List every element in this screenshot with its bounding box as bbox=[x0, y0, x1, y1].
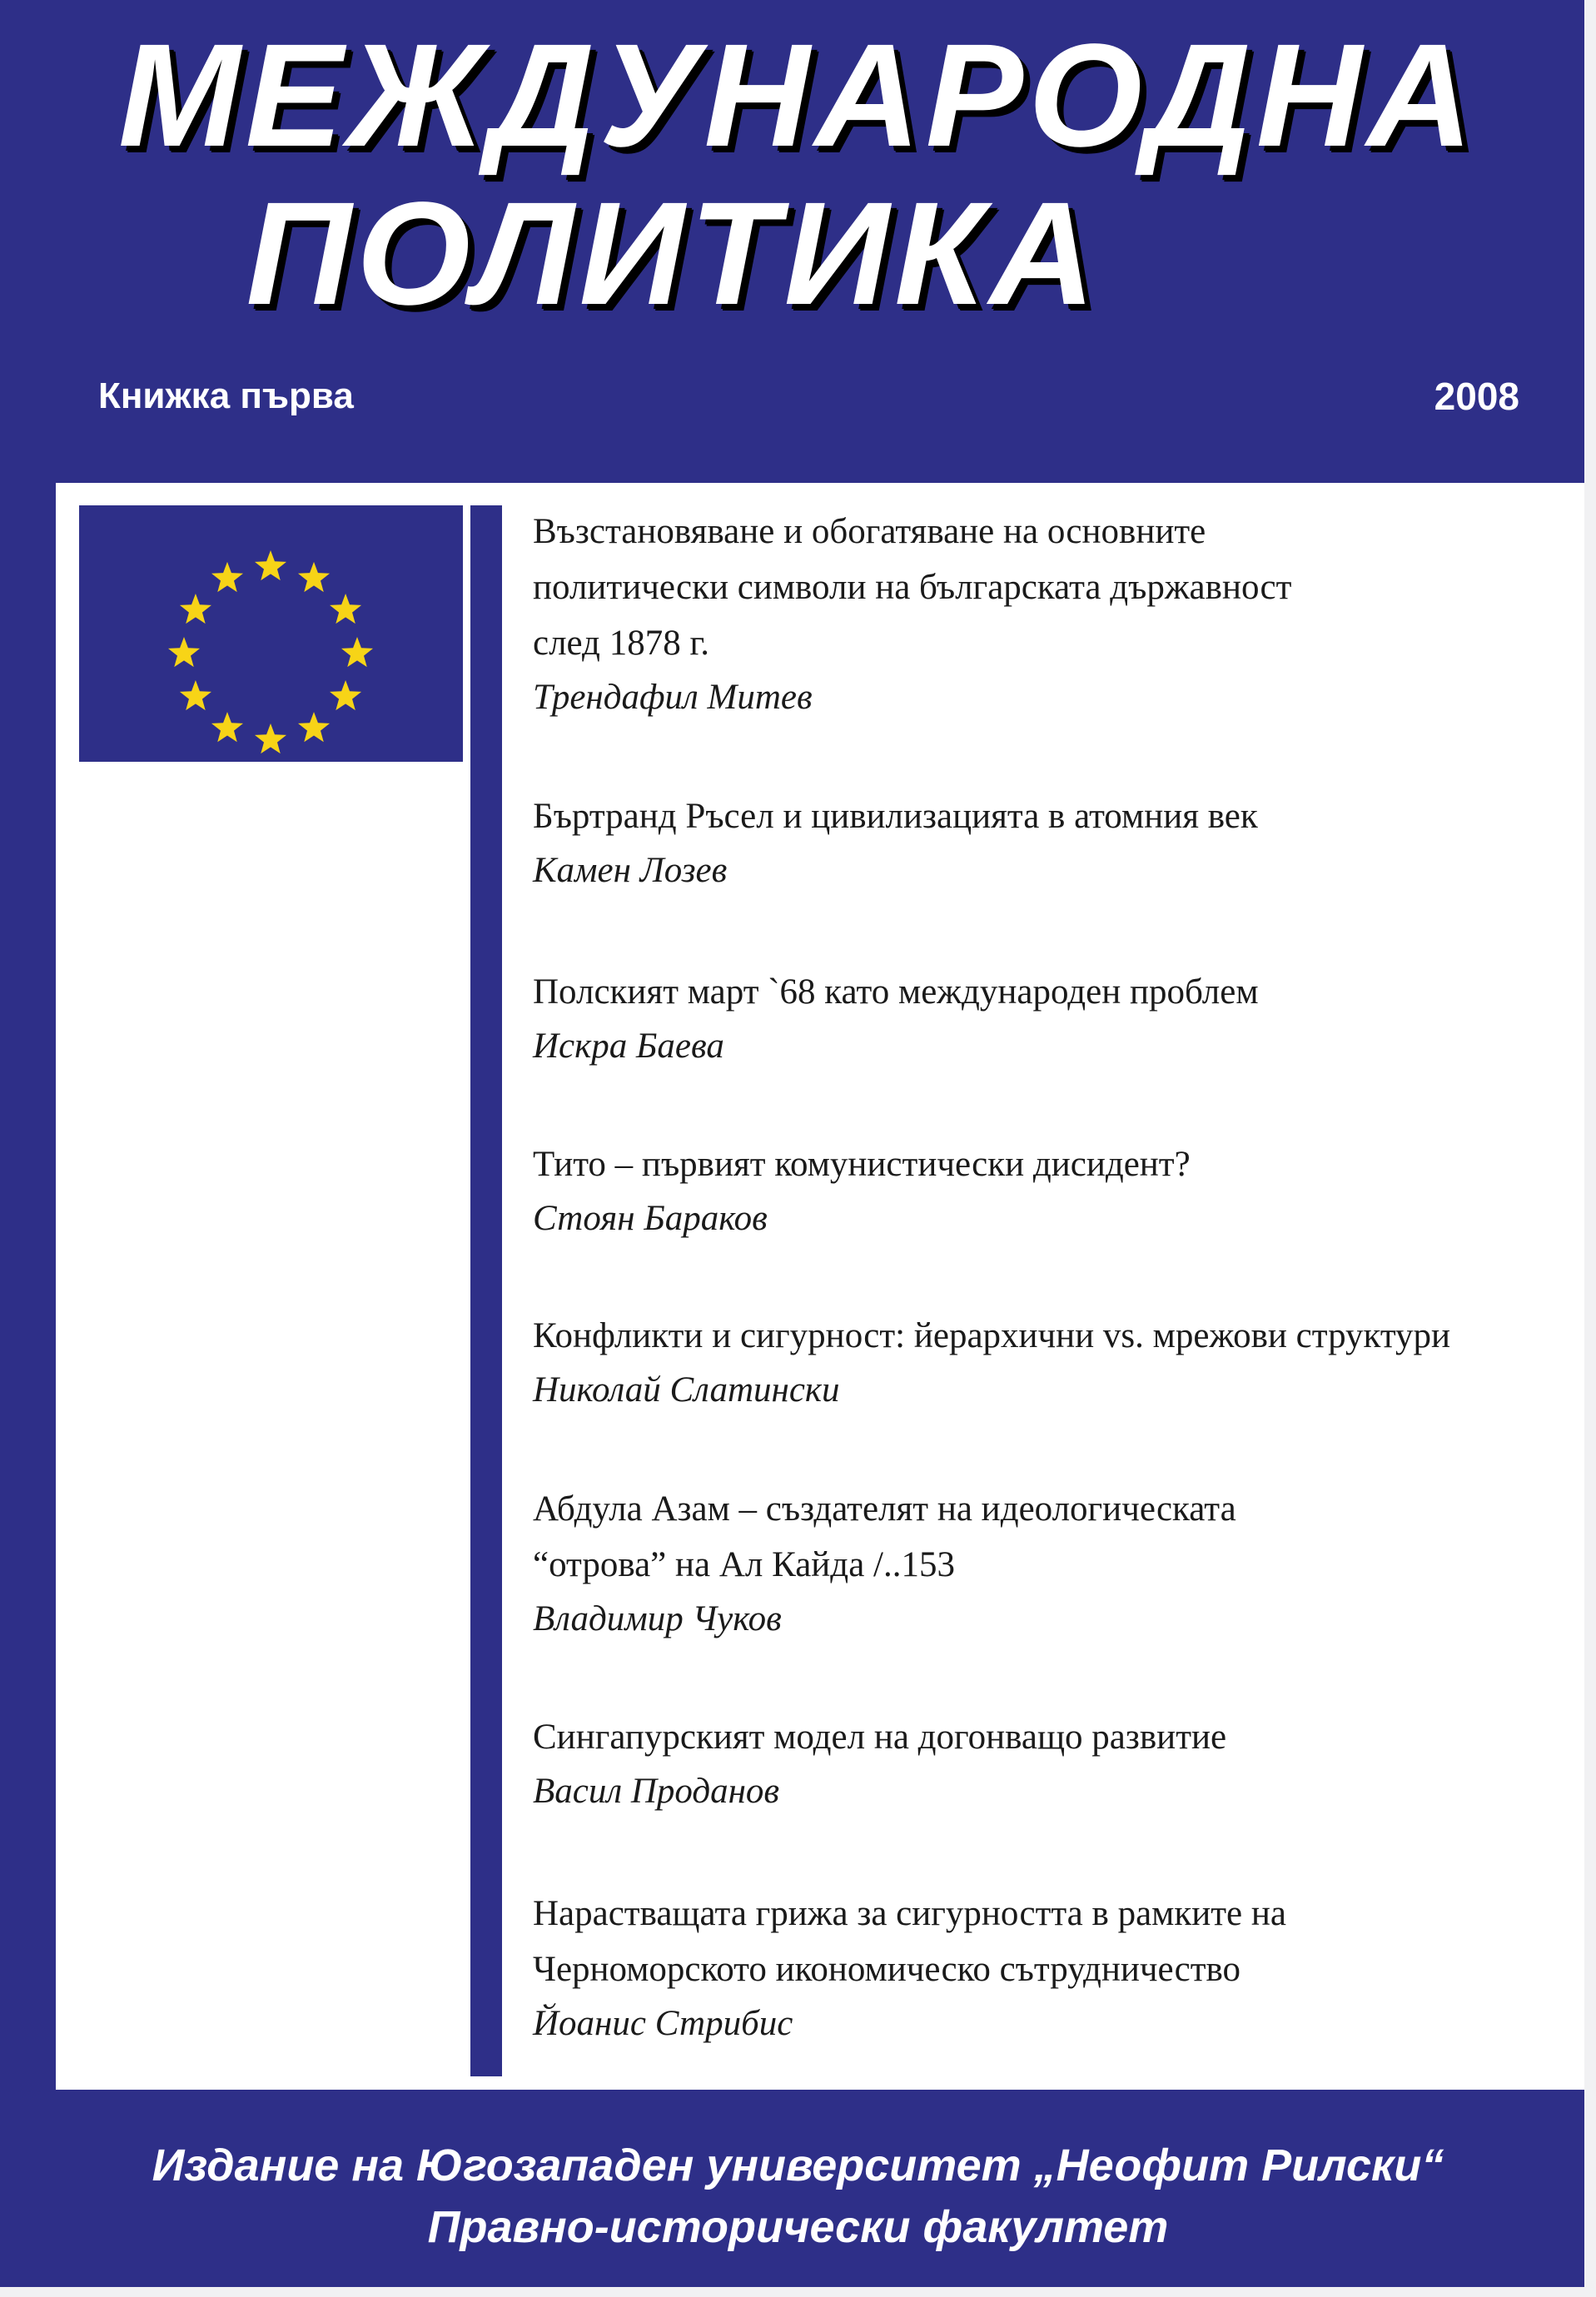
toc-entry-author: Искра Баева bbox=[533, 1027, 724, 1066]
star-icon bbox=[180, 594, 211, 624]
eu-flag-graphic bbox=[79, 505, 463, 762]
toc-entry-title: Бъртранд Ръсел и цивилизацията в атомния век bbox=[533, 797, 1258, 836]
toc-entry-4[interactable] bbox=[533, 1136, 1590, 1245]
star-icon bbox=[255, 723, 286, 753]
toc-entry-author: Йоанис Стрибис bbox=[533, 2004, 793, 2043]
toc-entry-5[interactable] bbox=[533, 1308, 1590, 1417]
star-icon bbox=[180, 680, 211, 710]
toc-entry-title: Нарастващата грижа за сигурността в рамките на Черноморското икономическо сътрудничество bbox=[533, 1894, 1286, 1989]
toc-entry-author: Владимир Чуков bbox=[533, 1599, 782, 1638]
star-icon bbox=[211, 712, 243, 742]
toc-entry-6[interactable] bbox=[533, 1481, 1590, 1646]
faculty-line: Правно-исторически факултет bbox=[427, 2202, 1169, 2252]
toc-entry-author: Трендафил Митев bbox=[533, 678, 813, 717]
toc-entry-3[interactable] bbox=[533, 964, 1590, 1073]
year-label: 2008 bbox=[1434, 375, 1519, 418]
star-icon bbox=[330, 594, 361, 624]
toc-entry-8[interactable] bbox=[533, 1886, 1590, 2051]
page-edge-bottom bbox=[0, 2287, 1596, 2297]
toc-entry-author: Васил Проданов bbox=[533, 1772, 780, 1811]
issue-label: Книжка първа bbox=[98, 375, 354, 416]
star-icon bbox=[298, 712, 330, 742]
masthead-line-2: ПОЛИТИКА bbox=[246, 172, 1101, 336]
star-icon bbox=[211, 562, 243, 592]
eu-flag-icon bbox=[79, 505, 463, 762]
star-icon bbox=[341, 637, 373, 667]
star-icon bbox=[298, 562, 330, 592]
star-icon bbox=[255, 550, 286, 580]
toc-entry-author: Камен Лозев bbox=[533, 851, 728, 890]
toc-entry-title: Сингапурският модел на догонващо развитие bbox=[533, 1718, 1227, 1757]
toc-entry-title: Конфликти и сигурност: йерархични vs. мрежови структури bbox=[533, 1316, 1451, 1355]
toc-entry-title: Възстановяване и обогатяване на основните политически символи на българската държавност след 1878 г. bbox=[533, 512, 1292, 663]
publisher-line: Издание на Югозападен университет „Неофит Рилски“ bbox=[152, 2140, 1444, 2190]
toc-entry-author: Николай Слатински bbox=[533, 1370, 840, 1410]
vertical-divider bbox=[470, 505, 502, 2076]
toc-entry-title: Абдула Азам – създателят на идеологическата “отрова” на Ал Кайда /..153 bbox=[533, 1489, 1236, 1584]
toc-entry-title: Полският март `68 като международен проблем bbox=[533, 972, 1259, 1012]
toc-entry-1[interactable] bbox=[533, 504, 1590, 724]
masthead-line-1: МЕЖДУНАРОДНА bbox=[118, 14, 1478, 177]
star-icon bbox=[330, 680, 361, 710]
toc-entry-author: Стоян Бараков bbox=[533, 1199, 768, 1238]
star-icon bbox=[168, 637, 200, 667]
toc-entry-title: Тито – първият комунистически дисидент? bbox=[533, 1145, 1191, 1184]
toc-entry-7[interactable] bbox=[533, 1709, 1590, 1818]
toc-entry-2[interactable] bbox=[533, 788, 1590, 897]
